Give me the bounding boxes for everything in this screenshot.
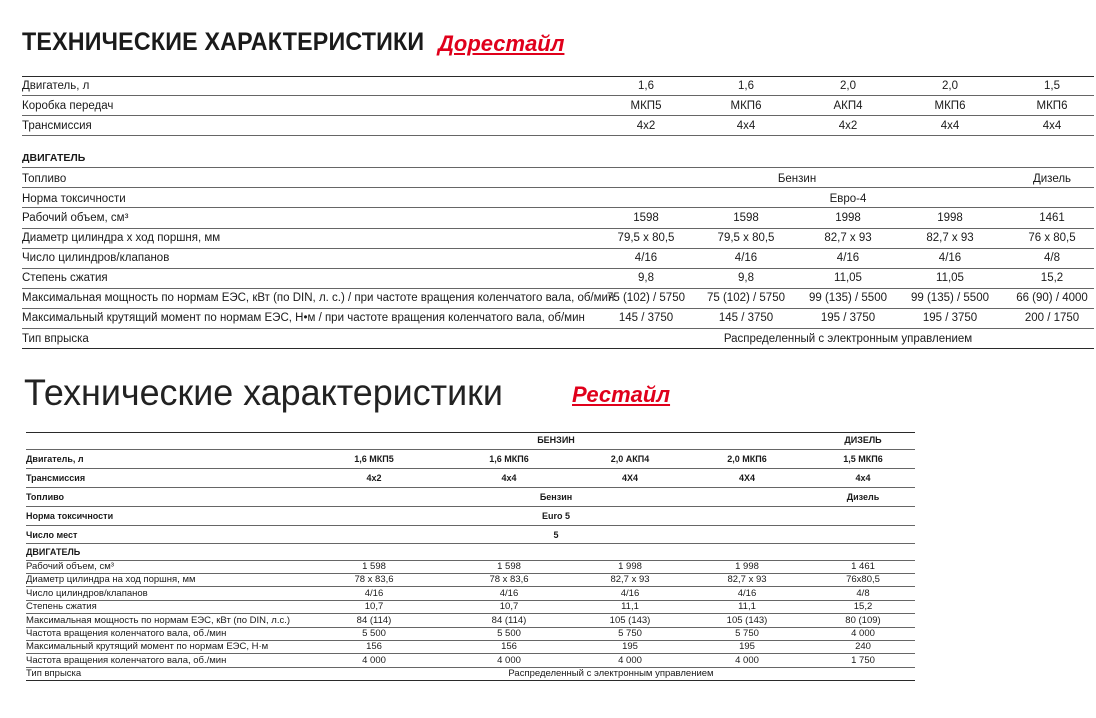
value-cell: 195 / 3750 (922, 312, 978, 324)
value-cell: 78 x 83,6 (489, 574, 529, 586)
section-header: ДВИГАТЕЛЬ (22, 152, 86, 164)
value-cell: 78 x 83,6 (354, 574, 394, 586)
row-label: Число мест (26, 530, 78, 540)
row-divider (22, 115, 1094, 116)
row-label: Диаметр цилиндра х ход поршня, мм (22, 232, 221, 244)
value-cell: 4/16 (734, 252, 758, 264)
value-cell: 1,5 (1044, 80, 1060, 92)
row-label: Частота вращения коленчатого вала, об./мин (26, 628, 227, 639)
row-divider (26, 543, 915, 544)
seats-value: 5 (553, 530, 559, 540)
value-cell: 240 (855, 641, 871, 653)
row-divider (26, 525, 915, 526)
value-cell: 4 000 (618, 654, 642, 666)
pre-restyle-label: Дорестайл (438, 31, 565, 56)
value-cell: МКП6 (730, 100, 762, 112)
row-divider (26, 506, 915, 507)
row-divider (22, 288, 1094, 289)
section-header: ДВИГАТЕЛЬ (26, 547, 81, 557)
row-divider (22, 228, 1094, 229)
value-cell: 4x4 (1042, 120, 1062, 132)
value-cell: 1 598 (497, 561, 521, 572)
value-cell: 2,0 (942, 80, 958, 92)
value-cell: 2,0 (840, 80, 856, 92)
value-cell: 1,6 (638, 80, 654, 92)
row-divider (26, 600, 915, 601)
value-cell: 195 (739, 641, 755, 653)
row-divider (22, 348, 1094, 349)
row-divider (22, 76, 1094, 77)
value-cell: 75 (102) / 5750 (706, 292, 786, 304)
row-label: Степень сжатия (26, 601, 97, 613)
row-label: Рабочий объем, см³ (26, 561, 114, 572)
row-divider (22, 308, 1094, 309)
value-cell: 9,8 (638, 272, 654, 284)
value-cell: 99 (135) / 5500 (808, 292, 888, 304)
value-cell: 80 (109) (845, 614, 881, 626)
value-cell: 11,1 (738, 601, 756, 613)
value-cell: 4/8 (856, 587, 870, 599)
value-cell: 11,05 (936, 272, 964, 284)
value-cell: 82,7 x 93 (610, 574, 650, 586)
value-cell: 1,5 МКП6 (843, 454, 883, 464)
value-cell: 84 (114) (491, 614, 527, 626)
row-divider (22, 187, 1094, 188)
value-cell: 4/16 (836, 252, 860, 264)
row-divider (26, 667, 915, 668)
row-divider (26, 487, 915, 488)
row-label: Топливо (26, 492, 65, 502)
toxicity-value: Euro 5 (541, 511, 571, 521)
value-cell: 4/8 (1044, 252, 1060, 264)
value-cell: 75 (102) / 5750 (606, 292, 686, 304)
value-cell: 76x80,5 (846, 574, 880, 586)
group-diesel: ДИЗЕЛЬ (844, 435, 882, 445)
value-cell: 4 000 (362, 654, 386, 666)
value-cell: 145 / 3750 (718, 312, 774, 324)
row-divider (26, 560, 915, 561)
value-cell: 76 x 80,5 (1028, 232, 1076, 244)
value-cell: 1 998 (735, 561, 759, 572)
value-cell: 1,6 МКП6 (489, 454, 529, 464)
row-label: Тип впрыска (22, 333, 89, 345)
row-label: Максимальный крутящий момент по нормам ЕЭС, Н·м (26, 641, 269, 653)
value-cell: 84 (114) (356, 614, 392, 626)
row-label: Трансмиссия (26, 473, 86, 483)
value-cell: 1461 (1039, 212, 1065, 224)
restyle-label: Рестайл (572, 382, 671, 407)
value-cell: 1998 (937, 212, 963, 224)
value-cell: 4/16 (364, 587, 384, 599)
value-cell: 200 / 1750 (1024, 312, 1080, 324)
value-cell: 11,05 (834, 272, 862, 284)
value-cell: 2,0 АКП4 (610, 454, 650, 464)
value-cell: 4 000 (497, 654, 521, 666)
row-label: Норма токсичности (22, 193, 126, 205)
value-cell: 4x4 (940, 120, 960, 132)
value-cell: 195 (622, 641, 638, 653)
value-cell: 4X4 (738, 473, 756, 483)
value-cell: МКП6 (1036, 100, 1068, 112)
row-label: Максимальный крутящий момент по нормам ЕЭС, Н•м / при частоте вращения коленчатого вала, об/мин (22, 312, 585, 324)
row-label: Топливо (22, 173, 67, 185)
row-label: Число цилиндров/клапанов (26, 587, 148, 599)
value-cell: 1 750 (851, 654, 875, 666)
row-label: Коробка передач (22, 100, 114, 112)
value-cell: 66 (90) / 4000 (1016, 292, 1088, 304)
value-cell: 4/16 (737, 587, 757, 599)
value-cell: 4x2 (636, 120, 656, 132)
fuel-diesel: Дизель (1032, 173, 1072, 185)
value-cell: 4x4 (736, 120, 756, 132)
value-cell: 4 000 (735, 654, 759, 666)
value-cell: 9,8 (738, 272, 754, 284)
injection-value: Распределенный с электронным управлением (723, 333, 973, 345)
value-cell: 1998 (835, 212, 861, 224)
value-cell: 79,5 x 80,5 (717, 232, 775, 244)
value-cell: 105 (143) (726, 614, 768, 626)
value-cell: 156 (366, 641, 382, 653)
group-petrol: БЕНЗИН (537, 435, 575, 445)
value-cell: 1598 (733, 212, 759, 224)
value-cell: 195 / 3750 (820, 312, 876, 324)
row-label: Норма токсичности (26, 511, 114, 521)
value-cell: 5 500 (362, 628, 386, 639)
row-divider (22, 135, 1094, 136)
row-divider (22, 248, 1094, 249)
row-label: Частота вращения коленчатого вала, об./мин (26, 654, 227, 666)
row-label: Двигатель, л (22, 80, 90, 92)
value-cell: 82,7 x 93 (824, 232, 872, 244)
value-cell: МКП5 (630, 100, 662, 112)
value-cell: 15,2 (1040, 272, 1064, 284)
row-label: Диаметр цилиндра на ход поршня, мм (26, 574, 196, 586)
page-title-bottom: Технические характеристики (24, 372, 503, 413)
row-label: Рабочий объем, см³ (22, 212, 129, 224)
value-cell: 10,7 (499, 601, 519, 613)
row-divider (26, 432, 915, 433)
row-label: Степень сжатия (22, 272, 108, 284)
value-cell: 1,6 МКП5 (354, 454, 394, 464)
value-cell: 15,2 (853, 601, 873, 613)
row-label: Тип впрыска (26, 668, 82, 679)
row-divider (22, 328, 1094, 329)
row-divider (26, 586, 915, 587)
value-cell: 4x2 (366, 473, 382, 483)
value-cell: 1598 (633, 212, 659, 224)
fuel-petrol: Бензин (539, 492, 573, 502)
value-cell: 99 (135) / 5500 (910, 292, 990, 304)
value-cell: 1 998 (618, 561, 642, 572)
value-cell: 5 500 (497, 628, 521, 639)
row-label: Максимальная мощность по нормам ЕЭС, кВт (по DIN, л.с.) (26, 614, 291, 626)
page-title-top: ТЕХНИЧЕСКИЕ ХАРАКТЕРИСТИКИ (22, 28, 425, 56)
row-label: Число цилиндров/клапанов (22, 252, 170, 264)
value-cell: 5 750 (735, 628, 759, 639)
fuel-petrol: Бензин (777, 173, 817, 185)
value-cell: 4 000 (851, 628, 875, 639)
value-cell: 79,5 x 80,5 (617, 232, 675, 244)
value-cell: 145 / 3750 (618, 312, 674, 324)
injection-value: Распределенный с электронным управлением (508, 668, 714, 679)
value-cell: 82,7 x 93 (727, 574, 767, 586)
value-cell: 4/16 (634, 252, 658, 264)
row-label: Максимальная мощность по нормам ЕЭС, кВт (по DIN, л. с.) / при частоте вращения коленчатого вала, об/мин (22, 292, 615, 304)
value-cell: 11,1 (621, 601, 639, 613)
value-cell: 105 (143) (609, 614, 651, 626)
fuel-diesel: Дизель (846, 492, 880, 502)
row-label: Двигатель, л (26, 454, 84, 464)
value-cell: 4/16 (499, 587, 519, 599)
value-cell: 4x4 (855, 473, 871, 483)
row-divider (26, 468, 915, 469)
value-cell: 1,6 (738, 80, 754, 92)
value-cell: 4X4 (621, 473, 639, 483)
row-divider (22, 268, 1094, 269)
value-cell: 156 (501, 641, 517, 653)
value-cell: 2,0 МКП6 (727, 454, 767, 464)
value-cell: 1 598 (362, 561, 386, 572)
row-divider (22, 95, 1094, 96)
value-cell: 5 750 (618, 628, 642, 639)
value-cell: 4/16 (620, 587, 640, 599)
value-cell: МКП6 (934, 100, 966, 112)
value-cell: 82,7 x 93 (926, 232, 974, 244)
row-divider (26, 449, 915, 450)
row-label: Трансмиссия (22, 120, 92, 132)
row-divider (26, 680, 915, 681)
value-cell: 4x4 (501, 473, 517, 483)
toxicity-value: Евро-4 (829, 193, 867, 205)
value-cell: 1 461 (851, 561, 875, 572)
value-cell: 4/16 (938, 252, 962, 264)
value-cell: 10,7 (364, 601, 384, 613)
value-cell: АКП4 (833, 100, 863, 112)
row-divider (22, 167, 1094, 168)
value-cell: 4x2 (838, 120, 858, 132)
row-divider (22, 207, 1094, 208)
